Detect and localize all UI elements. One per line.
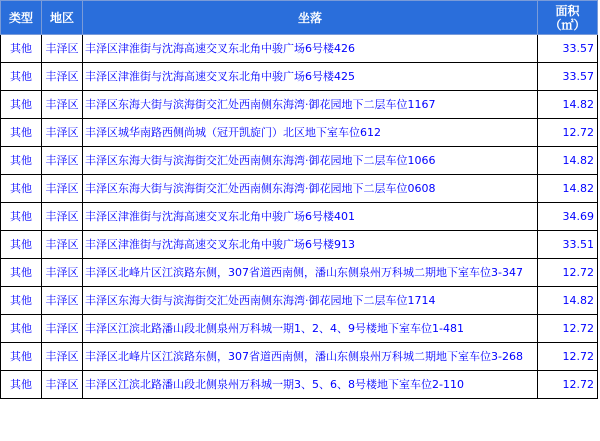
cell-type: 其他	[1, 175, 42, 203]
cell-address: 丰泽区津淮街与沈海高速交叉东北角中骏广场6号楼425	[83, 63, 538, 91]
header-area-unit: （㎡）	[549, 17, 586, 32]
cell-area: 12.72	[538, 259, 598, 287]
cell-address: 丰泽区东海大街与滨海街交汇处西南侧东海湾·御花园地下二层车位1066	[83, 147, 538, 175]
header-area-label: 面积	[555, 3, 580, 18]
table-row	[1, 315, 598, 343]
cell-type: 其他	[1, 35, 42, 63]
cell-district: 丰泽区	[42, 343, 83, 371]
table-row	[1, 259, 598, 287]
cell-address: 丰泽区津淮街与沈海高速交叉东北角中骏广场6号楼426	[83, 35, 538, 63]
cell-district: 丰泽区	[42, 315, 83, 343]
cell-area: 14.82	[538, 147, 598, 175]
cell-area: 12.72	[538, 343, 598, 371]
cell-district: 丰泽区	[42, 287, 83, 315]
table-row	[1, 371, 598, 399]
cell-district: 丰泽区	[42, 119, 83, 147]
cell-type: 其他	[1, 315, 42, 343]
cell-type: 其他	[1, 287, 42, 315]
cell-address: 丰泽区城华南路西侧尚城（冠开凯旋门）北区地下室车位612	[83, 119, 538, 147]
cell-address: 丰泽区北峰片区江滨路东侧，307省道西南侧，潘山东侧泉州万科城二期地下室车位3-347	[83, 259, 538, 287]
cell-district: 丰泽区	[42, 35, 83, 63]
header-type: 类型	[1, 1, 42, 35]
cell-area: 14.82	[538, 91, 598, 119]
cell-type: 其他	[1, 259, 42, 287]
table-row	[1, 343, 598, 371]
table-row	[1, 91, 598, 119]
cell-type: 其他	[1, 203, 42, 231]
cell-district: 丰泽区	[42, 259, 83, 287]
cell-type: 其他	[1, 371, 42, 399]
table-row	[1, 175, 598, 203]
table-row	[1, 119, 598, 147]
cell-area: 33.51	[538, 231, 598, 259]
cell-area: 12.72	[538, 371, 598, 399]
table-row	[1, 231, 598, 259]
cell-type: 其他	[1, 231, 42, 259]
table-row	[1, 287, 598, 315]
cell-district: 丰泽区	[42, 203, 83, 231]
header-address: 坐落	[83, 1, 538, 35]
table-row	[1, 203, 598, 231]
cell-address: 丰泽区东海大街与滨海街交汇处西南侧东海湾·御花园地下二层车位1167	[83, 91, 538, 119]
cell-area: 33.57	[538, 35, 598, 63]
cell-district: 丰泽区	[42, 91, 83, 119]
cell-address: 丰泽区北峰片区江滨路东侧，307省道西南侧，潘山东侧泉州万科城二期地下室车位3-268	[83, 343, 538, 371]
table-row	[1, 63, 598, 91]
header-row	[1, 1, 598, 35]
cell-type: 其他	[1, 119, 42, 147]
cell-area: 14.82	[538, 175, 598, 203]
cell-type: 其他	[1, 63, 42, 91]
table-row	[1, 35, 598, 63]
cell-address: 丰泽区江滨北路潘山段北侧泉州万科城一期3、5、6、8号楼地下室车位2-110	[83, 371, 538, 399]
cell-address: 丰泽区江滨北路潘山段北侧泉州万科城一期1、2、4、9号楼地下室车位1-481	[83, 315, 538, 343]
cell-address: 丰泽区津淮街与沈海高速交叉东北角中骏广场6号楼401	[83, 203, 538, 231]
cell-address: 丰泽区东海大街与滨海街交汇处西南侧东海湾·御花园地下二层车位0608	[83, 175, 538, 203]
cell-address: 丰泽区津淮街与沈海高速交叉东北角中骏广场6号楼913	[83, 231, 538, 259]
cell-type: 其他	[1, 91, 42, 119]
cell-area: 12.72	[538, 315, 598, 343]
table-row	[1, 147, 598, 175]
cell-district: 丰泽区	[42, 371, 83, 399]
cell-district: 丰泽区	[42, 147, 83, 175]
cell-address: 丰泽区东海大街与滨海街交汇处西南侧东海湾·御花园地下二层车位1714	[83, 287, 538, 315]
cell-area: 14.82	[538, 287, 598, 315]
header-district: 地区	[42, 1, 83, 35]
cell-district: 丰泽区	[42, 63, 83, 91]
header-area	[538, 1, 598, 35]
cell-area: 34.69	[538, 203, 598, 231]
cell-area: 33.57	[538, 63, 598, 91]
cell-area: 12.72	[538, 119, 598, 147]
cell-type: 其他	[1, 147, 42, 175]
cell-district: 丰泽区	[42, 231, 83, 259]
cell-type: 其他	[1, 343, 42, 371]
cell-district: 丰泽区	[42, 175, 83, 203]
